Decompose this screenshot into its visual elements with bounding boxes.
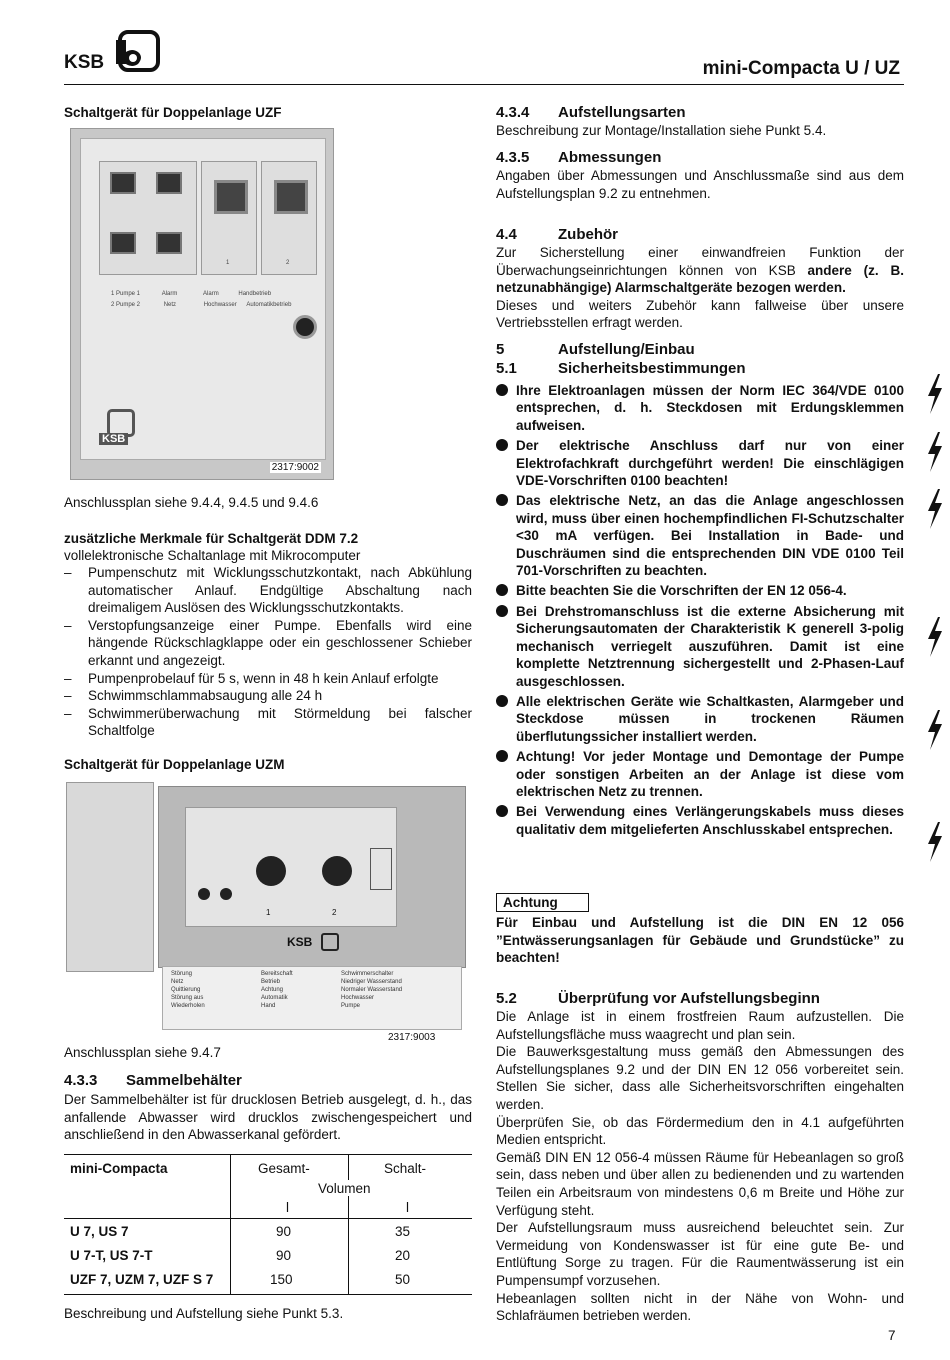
table-header-schalt: Schalt- xyxy=(384,1161,427,1176)
list-item: Bei Drehstromanschluss ist die externe Absicherung mit Sicherungsautomaten der Charakteristik K generell 3-polig mechanisch verriegelt auszuführen. Damit ist eine komplette Netztrennung sichergestellt und 2-Phasen-Lauf ausgeschlossen. xyxy=(496,603,904,690)
selector-dial-1-label: 1 xyxy=(266,908,271,917)
key-switch-icon xyxy=(293,315,317,339)
list-item: – Schwimmerüberwachung mit Störmeldung bei falscher Schaltfolge xyxy=(64,705,472,740)
paragraph: Überprüfen Sie, ob das Fördermedium den in 4.1 aufgeführten Medien entspricht. xyxy=(496,1114,904,1148)
uzf-pump-module xyxy=(99,161,197,275)
dial1-label: 1 xyxy=(226,260,230,266)
ddm-heading: zusätzliche Merkmale für Schaltgerät DDM 7.2 xyxy=(64,531,359,546)
lightning-warning-icon xyxy=(926,432,944,472)
list-item: Bitte beachten Sie die Vorschriften der EN 12 056-4. xyxy=(496,582,904,599)
list-item: Das elektrische Netz, an das die Anlage angeschlossen wird, muss über einen hochempfindlichen FI-Schutzschalter <30 mA verfügen. Bei Installation in Bade- und Duschräumen sind die entsprechenden DIN VDE 0100 Teil 701-Vorschriften zu beachten. xyxy=(496,492,904,579)
section-4-3-3-heading: 4.3.3 Sammelbehälter xyxy=(64,1072,242,1089)
section-5-1-heading: 5.1 Sicherheitsbestimmungen xyxy=(496,360,746,377)
section-4-3-5-heading: 4.3.5 Abmessungen xyxy=(496,149,662,166)
section-4-4-text: Zur Sicherstellung einer einwandfreien Funktion der Überwachungseinrichtungen können von KSB andere (z. B. netzunabhängige) Alarmschaltgeräte bezogen werden. Dieses und weiters Zubehör kann fallweise über unsere Vertriebsstellen erfragt werden. xyxy=(496,245,904,331)
table-row: U 7, US 7 90 35 xyxy=(70,1224,411,1239)
uzm-control-box-image xyxy=(66,782,468,1036)
uzf-label-row-2: 2 Pumpe 2 Netz Hochwasser Automatikbetrieb xyxy=(111,302,292,308)
legend-col-3: Schwimmerschalter Niedriger Wasserstand Normaler Wasserstand Hochwasser Pumpe xyxy=(341,971,403,1009)
table-header-gesamt: Gesamt- xyxy=(258,1161,310,1176)
volume-table-top-rule xyxy=(64,1154,472,1155)
uzm-housing xyxy=(158,786,466,968)
uzf-dial-module-2 xyxy=(261,161,317,275)
table-body xyxy=(64,1221,472,1293)
dial1-icon xyxy=(214,180,248,214)
doc-title: mini-Compacta U / UZ xyxy=(702,58,900,79)
pump2-button xyxy=(110,232,136,254)
ksb-logo xyxy=(64,30,164,74)
legend-col-2: Bereitschaft Betrieb Achtung Automatik Hand xyxy=(261,971,293,1009)
level-indicator-icon xyxy=(370,848,392,890)
section-4-3-3-text: Der Sammelbehälter ist für drucklosen Betrieb ausgelegt, d. h., das anfallende Abwasser wird drucklos zwischengespeichert und anschließend in den Abwasserkanal gefördert. xyxy=(64,1092,472,1143)
table-reference: Beschreibung und Aufstellung siehe Punkt 5.3. xyxy=(64,1306,344,1321)
section-5-heading: 5 Aufstellung/Einbau xyxy=(496,341,695,358)
paragraph: Hebeanlagen sollten nicht in der Nähe von Wohn- und Schlafräumen betrieben werden. xyxy=(496,1290,904,1324)
list-item: – Verstopfungsanzeige einer Pumpe. Ebenfalls wird eine hängende Rückschlagklappe oder ein geschlossener Schieber erkannt und angezeigt. xyxy=(64,617,472,670)
ddm-intro: vollelektronische Schaltanlage mit Mikrocomputer xyxy=(64,548,361,563)
list-item: Der elektrische Anschluss darf nur von einer Elektrofachkraft durchgeführt werden! Die einschlägigen VDE-Vorschriften 0100 beachten! xyxy=(496,437,904,489)
paragraph: Die Bauwerksgestaltung muss gemäß den Abmessungen des Aufstellungsplanes 9.2 und der DIN EN 12 056 vorbereitet sein. Stellen Sie sicher, dass alle Sicherheitsvorschriften eingehalten werden. xyxy=(496,1044,904,1112)
selector-dial-1-icon xyxy=(256,856,286,886)
uzf-dial-module-1 xyxy=(201,161,257,275)
selector-dial-2-label: 2 xyxy=(332,908,337,917)
header-rule xyxy=(64,84,904,85)
paragraph: Die Anlage ist in einem frostfreien Raum aufzustellen. Die Aufstellungsfläche muss waagrecht und plan sein. xyxy=(496,1009,904,1042)
ksb-logo-mark xyxy=(114,30,162,74)
logo-text: KSB xyxy=(64,52,105,73)
table-header-volumen: Volumen xyxy=(318,1181,371,1196)
lightning-warning-icon xyxy=(926,710,944,750)
table-header-model: mini-Compacta xyxy=(70,1161,168,1176)
list-item: Bei Verwendung eines Verlängerungskabels muss dieses qualitativ dem mitgelieferten Anschlusskabel entsprechen. xyxy=(496,803,904,838)
achtung-label: Achtung xyxy=(496,893,589,912)
ddm-feature-list xyxy=(64,564,472,740)
selector-dial-2-icon xyxy=(322,856,352,886)
volume-table-vline-2 xyxy=(348,1154,349,1180)
safety-list xyxy=(496,382,904,841)
pump1-button xyxy=(110,172,136,194)
lightning-warning-icon xyxy=(926,617,944,657)
table-unit-gesamt: l xyxy=(286,1200,289,1215)
list-item: – Pumpenprobelauf für 5 s, wenn in 48 h kein Anlauf erfolgte xyxy=(64,670,472,688)
list-item: – Schwimmschlammabsaugung alle 24 h xyxy=(64,687,472,705)
list-item: Ihre Elektroanlagen müssen der Norm IEC 364/VDE 0100 entsprechen, d. h. Steckdosen mit Erdungsklemmen aufweisen. xyxy=(496,382,904,434)
table-row: U 7-T, US 7-T 90 20 xyxy=(70,1248,411,1263)
uzf-heading: Schaltgerät für Doppelanlage UZF xyxy=(64,105,282,120)
section-5-2-heading: 5.2 Überprüfung vor Aufstellungsbeginn xyxy=(496,990,820,1007)
uzm-open-lid xyxy=(66,782,154,972)
uzm-ksb-emblem: KSB xyxy=(287,933,339,955)
dial2-icon xyxy=(274,180,308,214)
uzf-front-panel xyxy=(80,138,326,460)
uzf-control-box-image xyxy=(70,128,334,480)
paragraph: Der Aufstellungsraum muss ausreichend beleuchtet sein. Zur Vermeidung von Kondenswasser ist für eine gute Be- und Entlüftung Sorge zu tragen. Für die Raumentwässerung ist ein Pumpensumpf vorzusehen. xyxy=(496,1220,904,1288)
pump1-alarm-button xyxy=(156,172,182,194)
section-4-4-heading: 4.4 Zubehör xyxy=(496,226,618,243)
uzm-legend-plate xyxy=(162,966,462,1030)
lightning-warning-icon xyxy=(926,374,944,414)
uzm-heading: Schaltgerät für Doppelanlage UZM xyxy=(64,757,285,772)
uzf-label-row-1: 1 Pumpe 1 Alarm Alarm Handbetrieb xyxy=(111,291,272,297)
table-unit-schalt: l xyxy=(406,1200,409,1215)
dial2-label: 2 xyxy=(286,260,290,266)
uzm-reference: Anschlussplan siehe 9.4.7 xyxy=(64,1045,221,1060)
uzm-front-panel xyxy=(185,807,397,927)
table-row: UZF 7, UZM 7, UZF S 7 150 50 xyxy=(70,1272,411,1287)
volume-table-bottom-rule xyxy=(64,1294,472,1295)
list-item: Achtung! Vor jeder Montage und Demontage der Pumpe oder sonstigen Arbeiten an der Anlage ist diese vom elektrischen Netz zu trennen. xyxy=(496,748,904,800)
paragraph: Gemäß DIN EN 12 056-4 müssen Räume für Hebeanlagen so groß sein, dass neben und über allen zu bedienenden und zu wartenden Teilen ein Arbeitsraum von mindestens 0,6 m Breite und Höhe zur Verfügung steht. xyxy=(496,1149,904,1218)
uzm-button-2 xyxy=(220,888,232,900)
page-number: 7 xyxy=(888,1328,896,1343)
uzf-ksb-emblem: KSB xyxy=(99,409,145,447)
list-item: Alle elektrischen Geräte wie Schaltkasten, Alarmgeber und Steckdose müssen in trockenen Räumen überflutungssicher installiert werden. xyxy=(496,693,904,745)
lightning-warning-icon xyxy=(926,822,944,862)
achtung-text: Für Einbau und Aufstellung ist die DIN EN 12 056 ”Entwässerungsanlagen für Gebäude und Grundstücke” zu beachten! xyxy=(496,915,904,966)
section-5-2-text xyxy=(496,1008,904,1325)
list-item: – Pumpenschutz mit Wicklungsschutzkontakt, nach Abkühlung automatischer Anlauf. Endgültige Abschaltung nach dreimaligem Auslösen des Wicklungsschutzkontakts. xyxy=(64,564,472,617)
uzf-reference: Anschlussplan siehe 9.4.4, 9.4.5 und 9.4.6 xyxy=(64,495,319,510)
uzm-photo-code: 2317:9003 xyxy=(388,1032,436,1043)
pump2-alarm-button xyxy=(156,232,182,254)
section-4-3-4-heading: 4.3.4 Aufstellungsarten xyxy=(496,104,686,121)
lightning-warning-icon xyxy=(926,489,944,529)
section-4-3-4-text: Beschreibung zur Montage/Installation siehe Punkt 5.4. xyxy=(496,123,827,138)
uzm-button-1 xyxy=(198,888,210,900)
legend-col-1: Störung Netz Quittierung Störung aus Wiederholen xyxy=(171,971,205,1009)
uzf-photo-code: 2317:9002 xyxy=(271,462,319,473)
section-4-3-5-text: Angaben über Abmessungen und Anschlussmaße sind aus dem Aufstellungsplan 9.2 zu entnehmen. xyxy=(496,168,904,201)
volume-table-header-rule xyxy=(64,1218,472,1219)
